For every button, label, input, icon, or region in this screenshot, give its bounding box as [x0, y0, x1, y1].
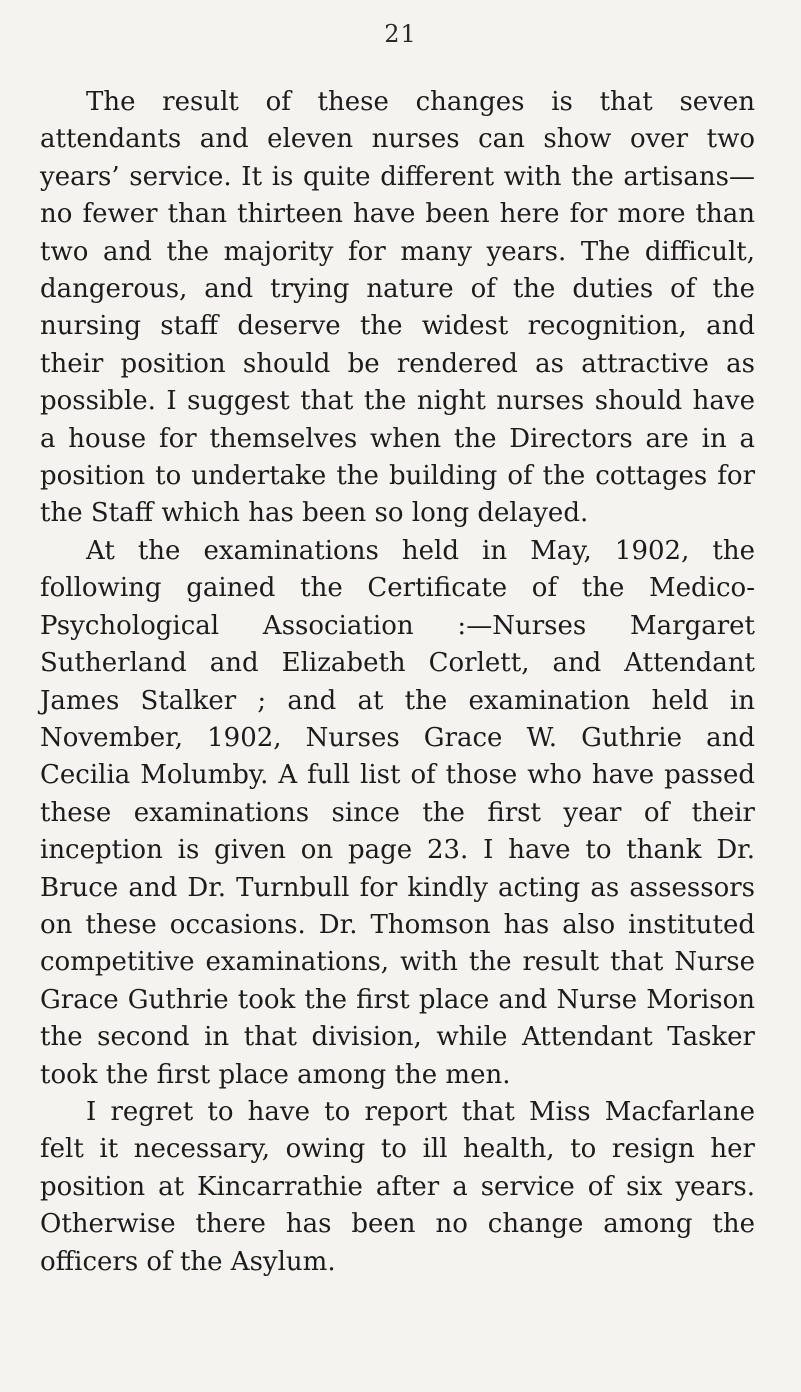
body-text	[40, 84, 755, 1281]
paragraph-examinations: At the examinations held in May, 1902, the following gained the Certificate of the Medico-Psychological Association :—Nurses Margaret Sutherland and Elizabeth Corlett, and Attendant James Stalker ; and at the examination held in November, 1902, Nurses Grace W. Guthrie and Cecilia Molumby. A full list of those who have passed these examinations since the first year of their inception is given on page 23. I have to thank Dr. Bruce and Dr. Turnbull for kindly acting as assessors on these occasions. Dr. Thomson has also instituted competitive examinations, with the result that Nurse Grace Guthrie took the first place and Nurse Morison the second in that division, while Attendant Tasker took the first place among the men.	[40, 535, 755, 1090]
paragraph-staff-service: The result of these changes is that seven attendants and eleven nurses can show over two years’ service. It is quite different with the artisans—no fewer than thirteen have been here for more than two and the majority for many years. The difficult, dangerous, and trying nature of the duties of the nursing staff deserve the widest recognition, and their position should be rendered as attractive as possible. I suggest that the night nurses should have a house for themselves when the Directors are in a position to undertake the building of the cottages for the Staff which has been so long delayed.	[40, 87, 755, 529]
page-number: 21	[384, 20, 417, 48]
paragraph-officers: I regret to have to report that Miss Macfarlane felt it necessary, owing to ill health, to resign her position at Kincarrathie after a service of six years. Otherwise there has been no change among the officers of the Asylum.	[40, 1096, 755, 1277]
